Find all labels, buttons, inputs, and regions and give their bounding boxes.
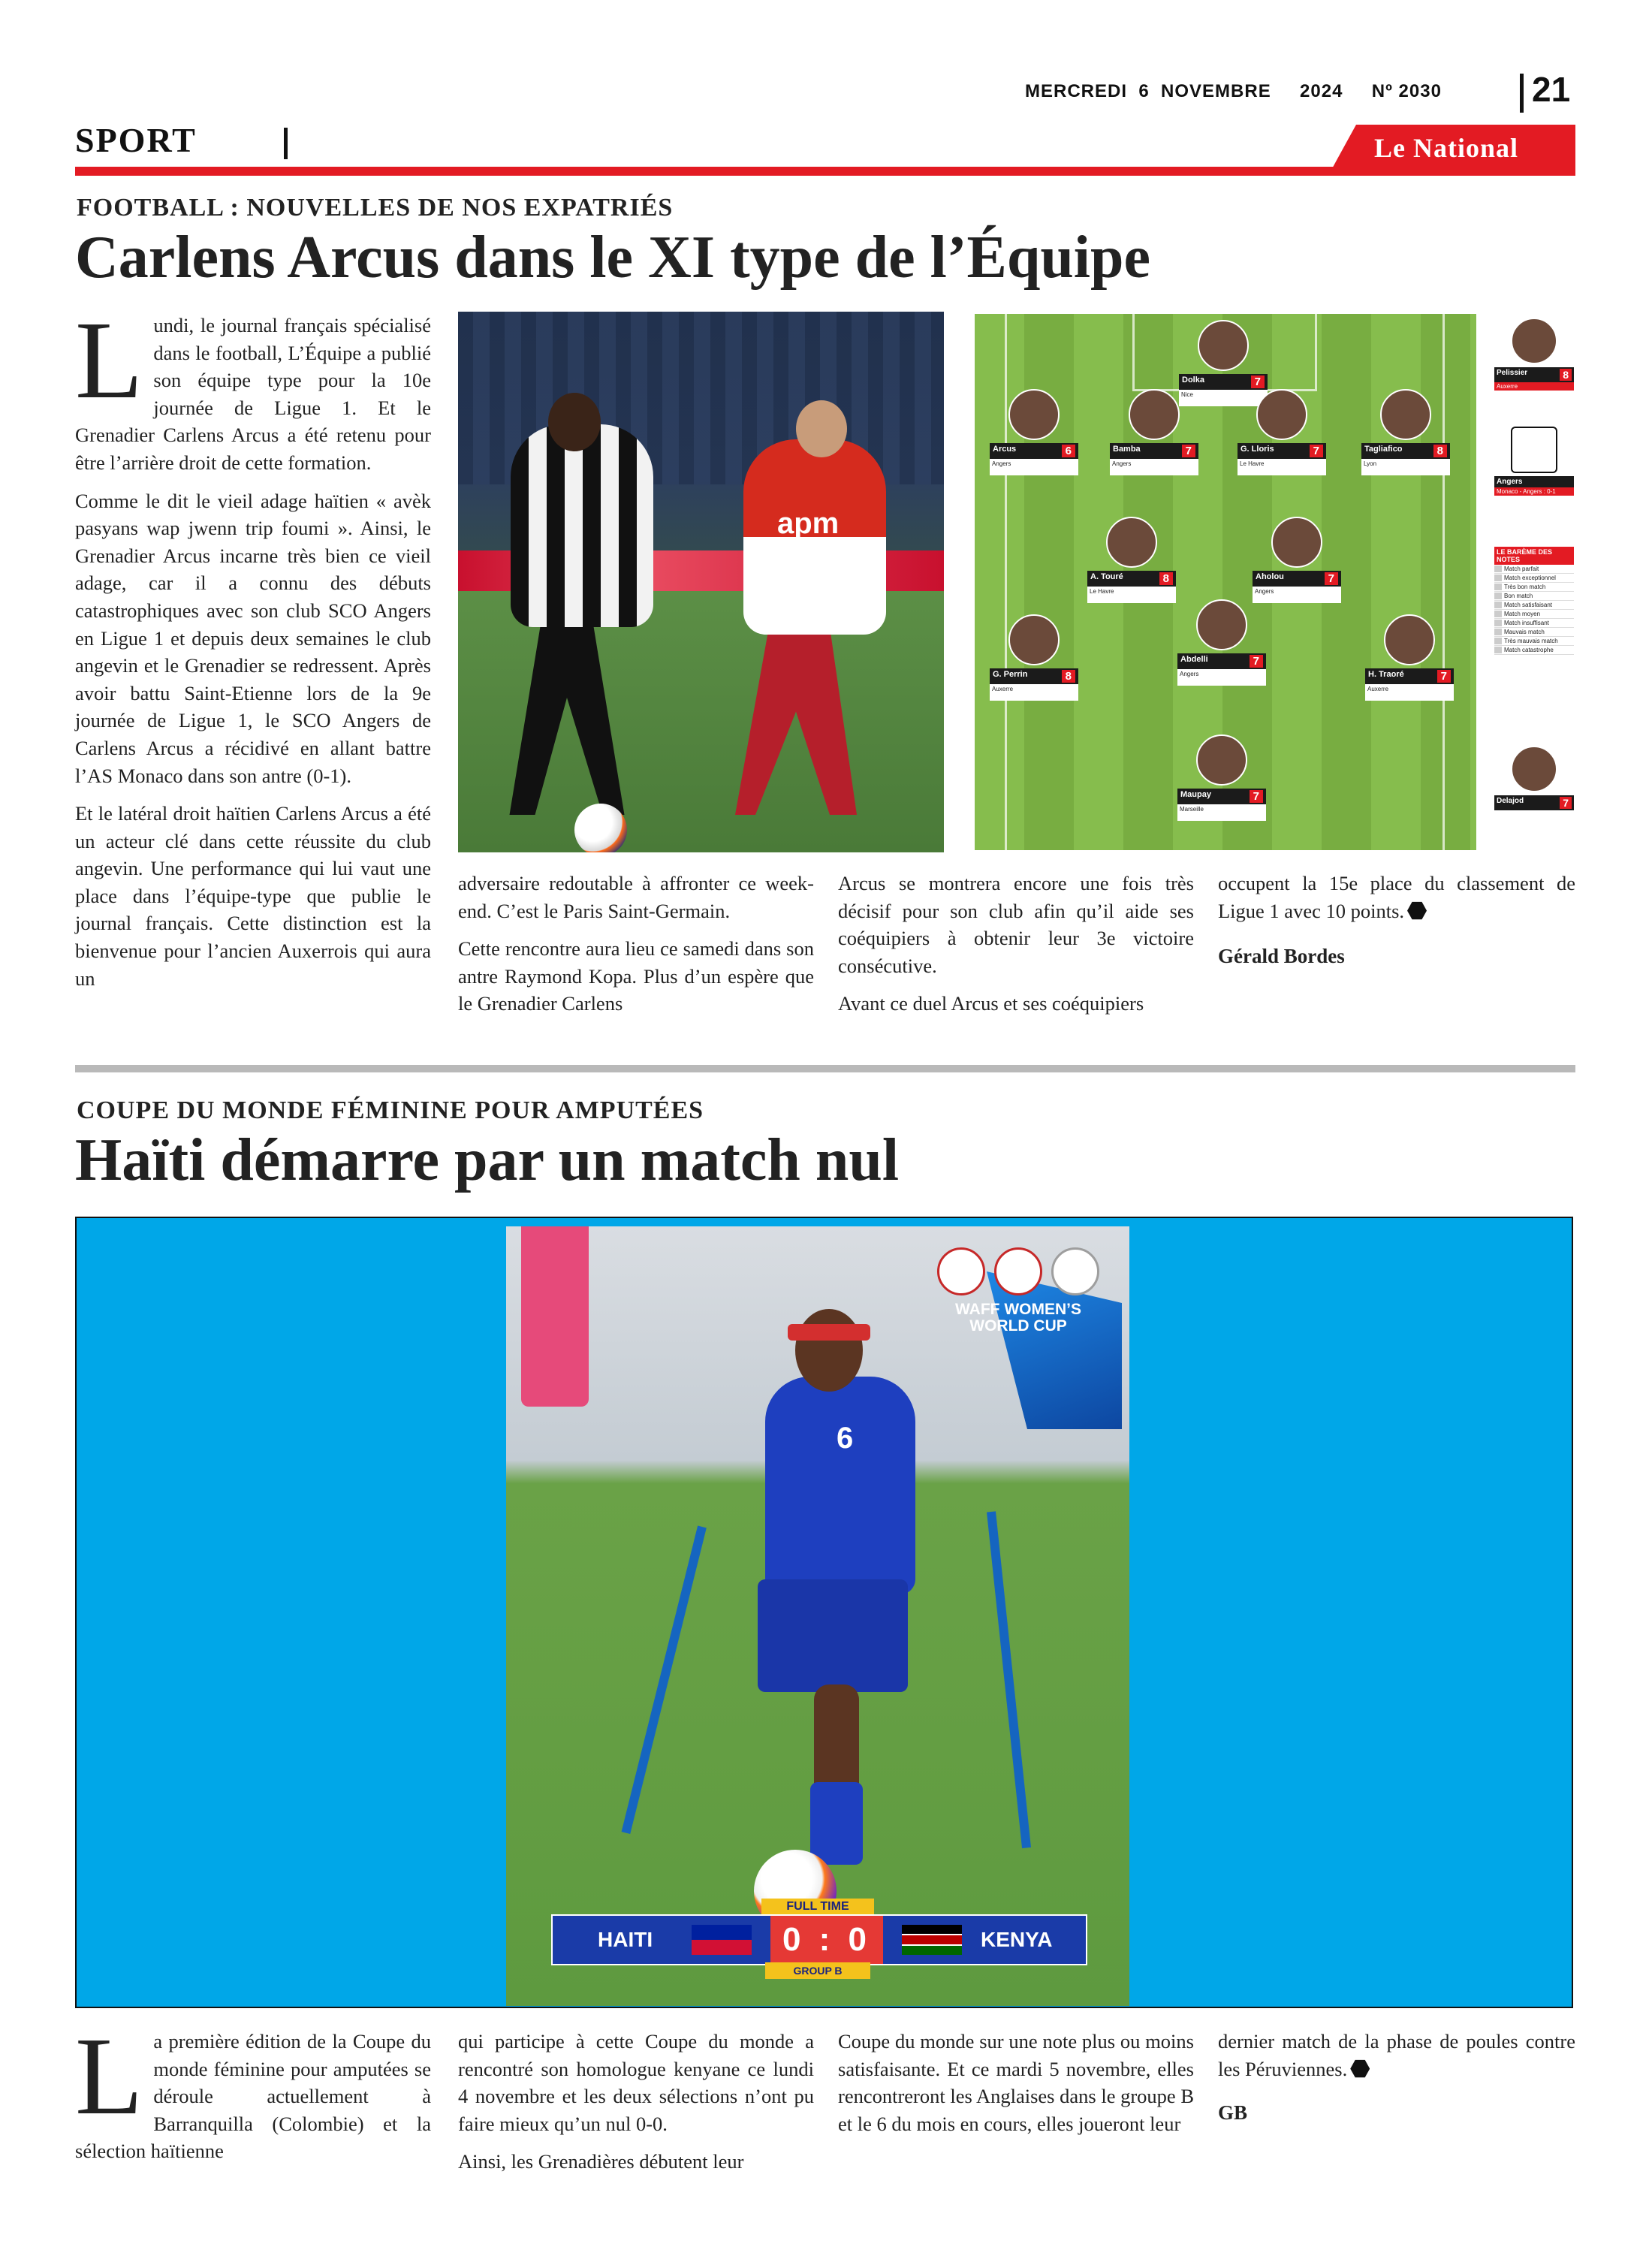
rating-scale-row xyxy=(1494,619,1574,628)
player-club: Lyon xyxy=(1361,459,1450,475)
player-sock xyxy=(810,1782,863,1865)
team-of-the-week-graphic xyxy=(975,314,1476,850)
section-title: SPORT xyxy=(75,121,197,159)
rating-scale-row xyxy=(1494,592,1574,601)
rating-label: Match moyen xyxy=(1504,611,1541,617)
coach-club: Auxerre xyxy=(1494,382,1574,391)
paragraph: undi, le journal français spécialisé dans le football, L’Équipe a publié son équipe type pour la 10e journée de Ligue 1. Et le Grenadier Carlens Arcus a été retenu pour être l’arrière droit de cette formation. xyxy=(75,314,431,474)
paper-name: Le National xyxy=(1374,133,1519,163)
rating-label: Match parfait xyxy=(1504,566,1539,572)
away-team: KENYA xyxy=(981,1928,1053,1951)
article2-column-2 xyxy=(458,2028,814,2186)
player-shorts xyxy=(758,1579,908,1692)
player-rating: 7 xyxy=(1182,445,1195,457)
team-player-card xyxy=(990,614,1078,701)
rating-swatch xyxy=(1494,647,1502,653)
player-club: Angers xyxy=(1253,587,1341,603)
player-rating: 8 xyxy=(1062,670,1075,683)
article2-kicker: COUPE DU MONDE FÉMININE POUR AMPUTÉES xyxy=(77,1096,704,1124)
article1-column-4 xyxy=(1218,870,1575,981)
club-crest-icon xyxy=(1511,427,1557,473)
team-player-card xyxy=(1177,734,1266,821)
waff-logo-icon xyxy=(1051,1247,1099,1295)
player-name: Aholou xyxy=(1256,572,1284,581)
player-rating: 7 xyxy=(1437,670,1451,683)
rating-label: Match insuffisant xyxy=(1504,620,1549,626)
team-player-card xyxy=(1087,517,1176,603)
article2-column-4 xyxy=(1218,2028,1575,2137)
player-photo xyxy=(1256,389,1307,440)
kenya-flag-icon xyxy=(902,1925,962,1955)
player-head xyxy=(796,400,847,457)
paragraph: Et le latéral droit haïtien Carlens Arcus a été un acteur clé dans cette réussite du club angevin. Une performance qui lui vaut une place dans l’équipe-type que publie le journal français. Cette distinction est la bienvenue pour l’ancien Auxerrois qui aura un xyxy=(75,802,431,990)
section-separator xyxy=(284,128,288,159)
paragraph: Arcus se montrera encore une fois très décisif pour son club afin qu’il aide ses coéquipiers à obtenir leur 3e victoire consécutive. xyxy=(838,872,1194,977)
player-club: Le Havre xyxy=(1237,459,1326,475)
referee-card xyxy=(1494,746,1574,810)
rating-swatch xyxy=(1494,602,1502,608)
group-label: GROUP B xyxy=(765,1962,870,1979)
event-logos xyxy=(937,1247,1099,1295)
player-rating: 7 xyxy=(1310,445,1323,457)
paragraph: Coupe du monde sur une note plus ou moins satisfaisante. Et ce mardi 5 novembre, elles rencontreront les Anglaises dans le groupe B et le 6 du mois en cours, elles joueront leur xyxy=(838,2030,1194,2135)
rating-swatch xyxy=(1494,566,1502,572)
player-head xyxy=(548,393,601,451)
article1-kicker: FOOTBALL : NOUVELLES DE NOS EXPATRIÉS xyxy=(77,194,674,222)
team-player-card xyxy=(1237,389,1326,475)
article2-column-3 xyxy=(838,2028,1194,2148)
article-divider xyxy=(75,1065,1575,1072)
rating-swatch xyxy=(1494,611,1502,617)
pink-banner xyxy=(521,1226,589,1407)
dropcap: L xyxy=(75,2015,143,2138)
match-status: FULL TIME xyxy=(761,1899,874,1915)
referee-photo xyxy=(1511,746,1557,792)
paragraph: a première édition de la Coupe du monde féminine pour amputées se déroule actuellement à Barranquilla (Colombie) et la sélection haïtienne xyxy=(75,2030,431,2163)
end-of-article-icon xyxy=(1350,2059,1370,2079)
score: 0 : 0 xyxy=(770,1916,883,1964)
player-photo xyxy=(1008,614,1060,665)
rating-label: Très bon match xyxy=(1504,584,1546,590)
rating-scale-row xyxy=(1494,637,1574,646)
haiti-flag-icon xyxy=(692,1925,752,1955)
article2-signature: GB xyxy=(1218,2101,1248,2125)
issue-date: MERCREDI 6 NOVEMBRE 2024 Nº 2030 xyxy=(1025,81,1442,101)
player-name: Dolka xyxy=(1182,376,1204,385)
team-card xyxy=(1494,427,1574,496)
shirt-sponsor: apm xyxy=(777,507,840,540)
player-rating: 7 xyxy=(1250,655,1263,668)
amputee-world-cup-photo xyxy=(506,1226,1129,2006)
rating-label: Match satisfaisant xyxy=(1504,602,1553,608)
jersey-number: 6 xyxy=(837,1422,854,1455)
event-name: WAFF WOMEN’S WORLD CUP xyxy=(955,1301,1081,1335)
rating-swatch xyxy=(1494,584,1502,590)
player-rating: 6 xyxy=(1062,445,1075,457)
rating-label: Mauvais match xyxy=(1504,629,1545,635)
football xyxy=(574,804,627,852)
headband xyxy=(788,1324,870,1341)
player-name: Tagliafico xyxy=(1364,445,1403,454)
player-head xyxy=(795,1309,863,1392)
team-player-card xyxy=(1253,517,1341,603)
paragraph: Comme le dit le vieil adage haïtien « avèk pasyans wap jwenn trip foumi ». Ainsi, le Grenadier Arcus incarne très bien ce vieil adage, car il a connu des débuts catastrophiques avec son club SCO Angers en Ligue 1 et depuis deux semaines le club angevin et le Grenadier se redressent. Après avoir battu Saint-Etienne lors de la 9e journée de Ligue 1, le SCO Angers de Carlens Arcus a récidivé en allant battre l’AS Monaco dans son antre (0-1). xyxy=(75,489,431,787)
rating-label: Match exceptionnel xyxy=(1504,575,1556,581)
paragraph: adversaire redoutable à affronter ce week-end. C’est le Paris Saint-Germain. xyxy=(458,872,814,922)
player-photo xyxy=(1384,614,1435,665)
rating-swatch xyxy=(1494,629,1502,635)
article2-title: Haïti démarre par un match nul xyxy=(75,1127,900,1193)
player-rating: 8 xyxy=(1159,572,1173,585)
coach-card xyxy=(1494,318,1574,391)
coach-name: Pelissier xyxy=(1497,369,1528,377)
rating-scale-row xyxy=(1494,628,1574,637)
player-rating: 7 xyxy=(1250,790,1263,803)
player-photo xyxy=(1380,389,1431,440)
rating-scale-row xyxy=(1494,574,1574,583)
paragraph: dernier match de la phase de poules contre les Péruviennes. xyxy=(1218,2030,1575,2080)
rating-swatch xyxy=(1494,593,1502,599)
end-of-article-icon xyxy=(1407,901,1427,921)
player-rating: 8 xyxy=(1433,445,1447,457)
team-of-the-week-sidebar xyxy=(1479,314,1575,850)
player-club: Marseille xyxy=(1177,804,1266,821)
team-player-card xyxy=(1110,389,1198,475)
player-name: Abdelli xyxy=(1180,655,1208,664)
player-name: Arcus xyxy=(993,445,1017,454)
player-name: G. Perrin xyxy=(993,670,1028,679)
rating-swatch xyxy=(1494,638,1502,644)
rating-scale-row xyxy=(1494,583,1574,592)
rating-label: Match catastrophe xyxy=(1504,647,1554,653)
team-score: Monaco - Angers : 0-1 xyxy=(1494,487,1574,496)
player-photo xyxy=(1196,734,1247,786)
article1-title: Carlens Arcus dans le XI type de l’Équipe xyxy=(75,225,1151,291)
player-name: H. Traoré xyxy=(1368,670,1404,679)
player-name: Bamba xyxy=(1113,445,1141,454)
player-club: Auxerre xyxy=(1365,684,1454,701)
rating-scale-row xyxy=(1494,601,1574,610)
coach-rating: 8 xyxy=(1560,369,1572,381)
rating-label: Bon match xyxy=(1504,593,1533,599)
team-player-card xyxy=(990,389,1078,475)
rating-swatch xyxy=(1494,575,1502,581)
player-photo xyxy=(1271,517,1322,568)
team-player-card xyxy=(1361,389,1450,475)
paragraph: Ainsi, les Grenadières débutent leur xyxy=(458,2150,744,2173)
colombia-logo-icon xyxy=(994,1247,1042,1295)
player-photo xyxy=(1198,320,1249,371)
paragraph: Avant ce duel Arcus et ses coéquipiers xyxy=(838,992,1144,1015)
team-player-card xyxy=(1365,614,1454,701)
rating-scale-title: LE BARÈME DES NOTES xyxy=(1494,547,1574,565)
article1-column-2 xyxy=(458,870,814,1028)
page-number: 21 xyxy=(1532,70,1571,109)
rating-scale-row xyxy=(1494,565,1574,574)
angers-player xyxy=(511,424,653,627)
article1-column-1 xyxy=(75,299,431,1003)
player-photo xyxy=(1008,389,1060,440)
home-team: HAITI xyxy=(598,1928,653,1951)
referee-rating: 7 xyxy=(1560,797,1572,809)
article1-signature: Gérald Bordes xyxy=(1218,945,1345,968)
team-player-card xyxy=(1177,599,1266,686)
article2-column-1 xyxy=(75,2015,431,2176)
player-club: Angers xyxy=(1177,669,1266,686)
coach-photo xyxy=(1511,318,1557,364)
player-name: A. Touré xyxy=(1090,572,1123,581)
player-club: Nice xyxy=(1179,390,1268,406)
referee-name: Delajod xyxy=(1497,797,1524,805)
rating-scale-row xyxy=(1494,646,1574,655)
player-rating: 7 xyxy=(1325,572,1338,585)
player-club: Angers xyxy=(990,459,1078,475)
paragraph: qui participe à cette Coupe du monde a rencontré son homologue kenyane ce lundi 4 novembre et les deux sélections n’ont pu faire mieux qu’un nul 0-0. xyxy=(458,2030,814,2135)
crutch xyxy=(987,1511,1031,1848)
dropcap: L xyxy=(75,299,143,422)
player-photo xyxy=(1196,599,1247,650)
federation-logo-icon xyxy=(937,1247,985,1295)
player-rating: 7 xyxy=(1251,376,1265,388)
haiti-player xyxy=(765,1377,915,1594)
rating-label: Très mauvais match xyxy=(1504,638,1558,644)
page-number-divider xyxy=(1520,74,1524,113)
paragraph: occupent la 15e place du classement de Ligue 1 avec 10 points. xyxy=(1218,872,1575,922)
player-name: G. Lloris xyxy=(1241,445,1274,454)
rating-scale xyxy=(1494,547,1574,655)
team-name: Angers xyxy=(1497,478,1523,486)
player-photo xyxy=(1129,389,1180,440)
player-club: Le Havre xyxy=(1087,587,1176,603)
crutch xyxy=(622,1526,707,1834)
rating-scale-row xyxy=(1494,610,1574,619)
rating-swatch xyxy=(1494,620,1502,626)
match-photo xyxy=(458,312,944,852)
player-club: Auxerre xyxy=(990,684,1078,701)
paragraph: Cette rencontre aura lieu ce samedi dans son antre Raymond Kopa. Plus d’un espère que le Grenadier Carlens xyxy=(458,937,814,1015)
scoreboard xyxy=(551,1914,1087,1965)
player-name: Maupay xyxy=(1180,790,1211,799)
article1-column-3 xyxy=(838,870,1194,1028)
player-club: Angers xyxy=(1110,459,1198,475)
player-photo xyxy=(1106,517,1157,568)
